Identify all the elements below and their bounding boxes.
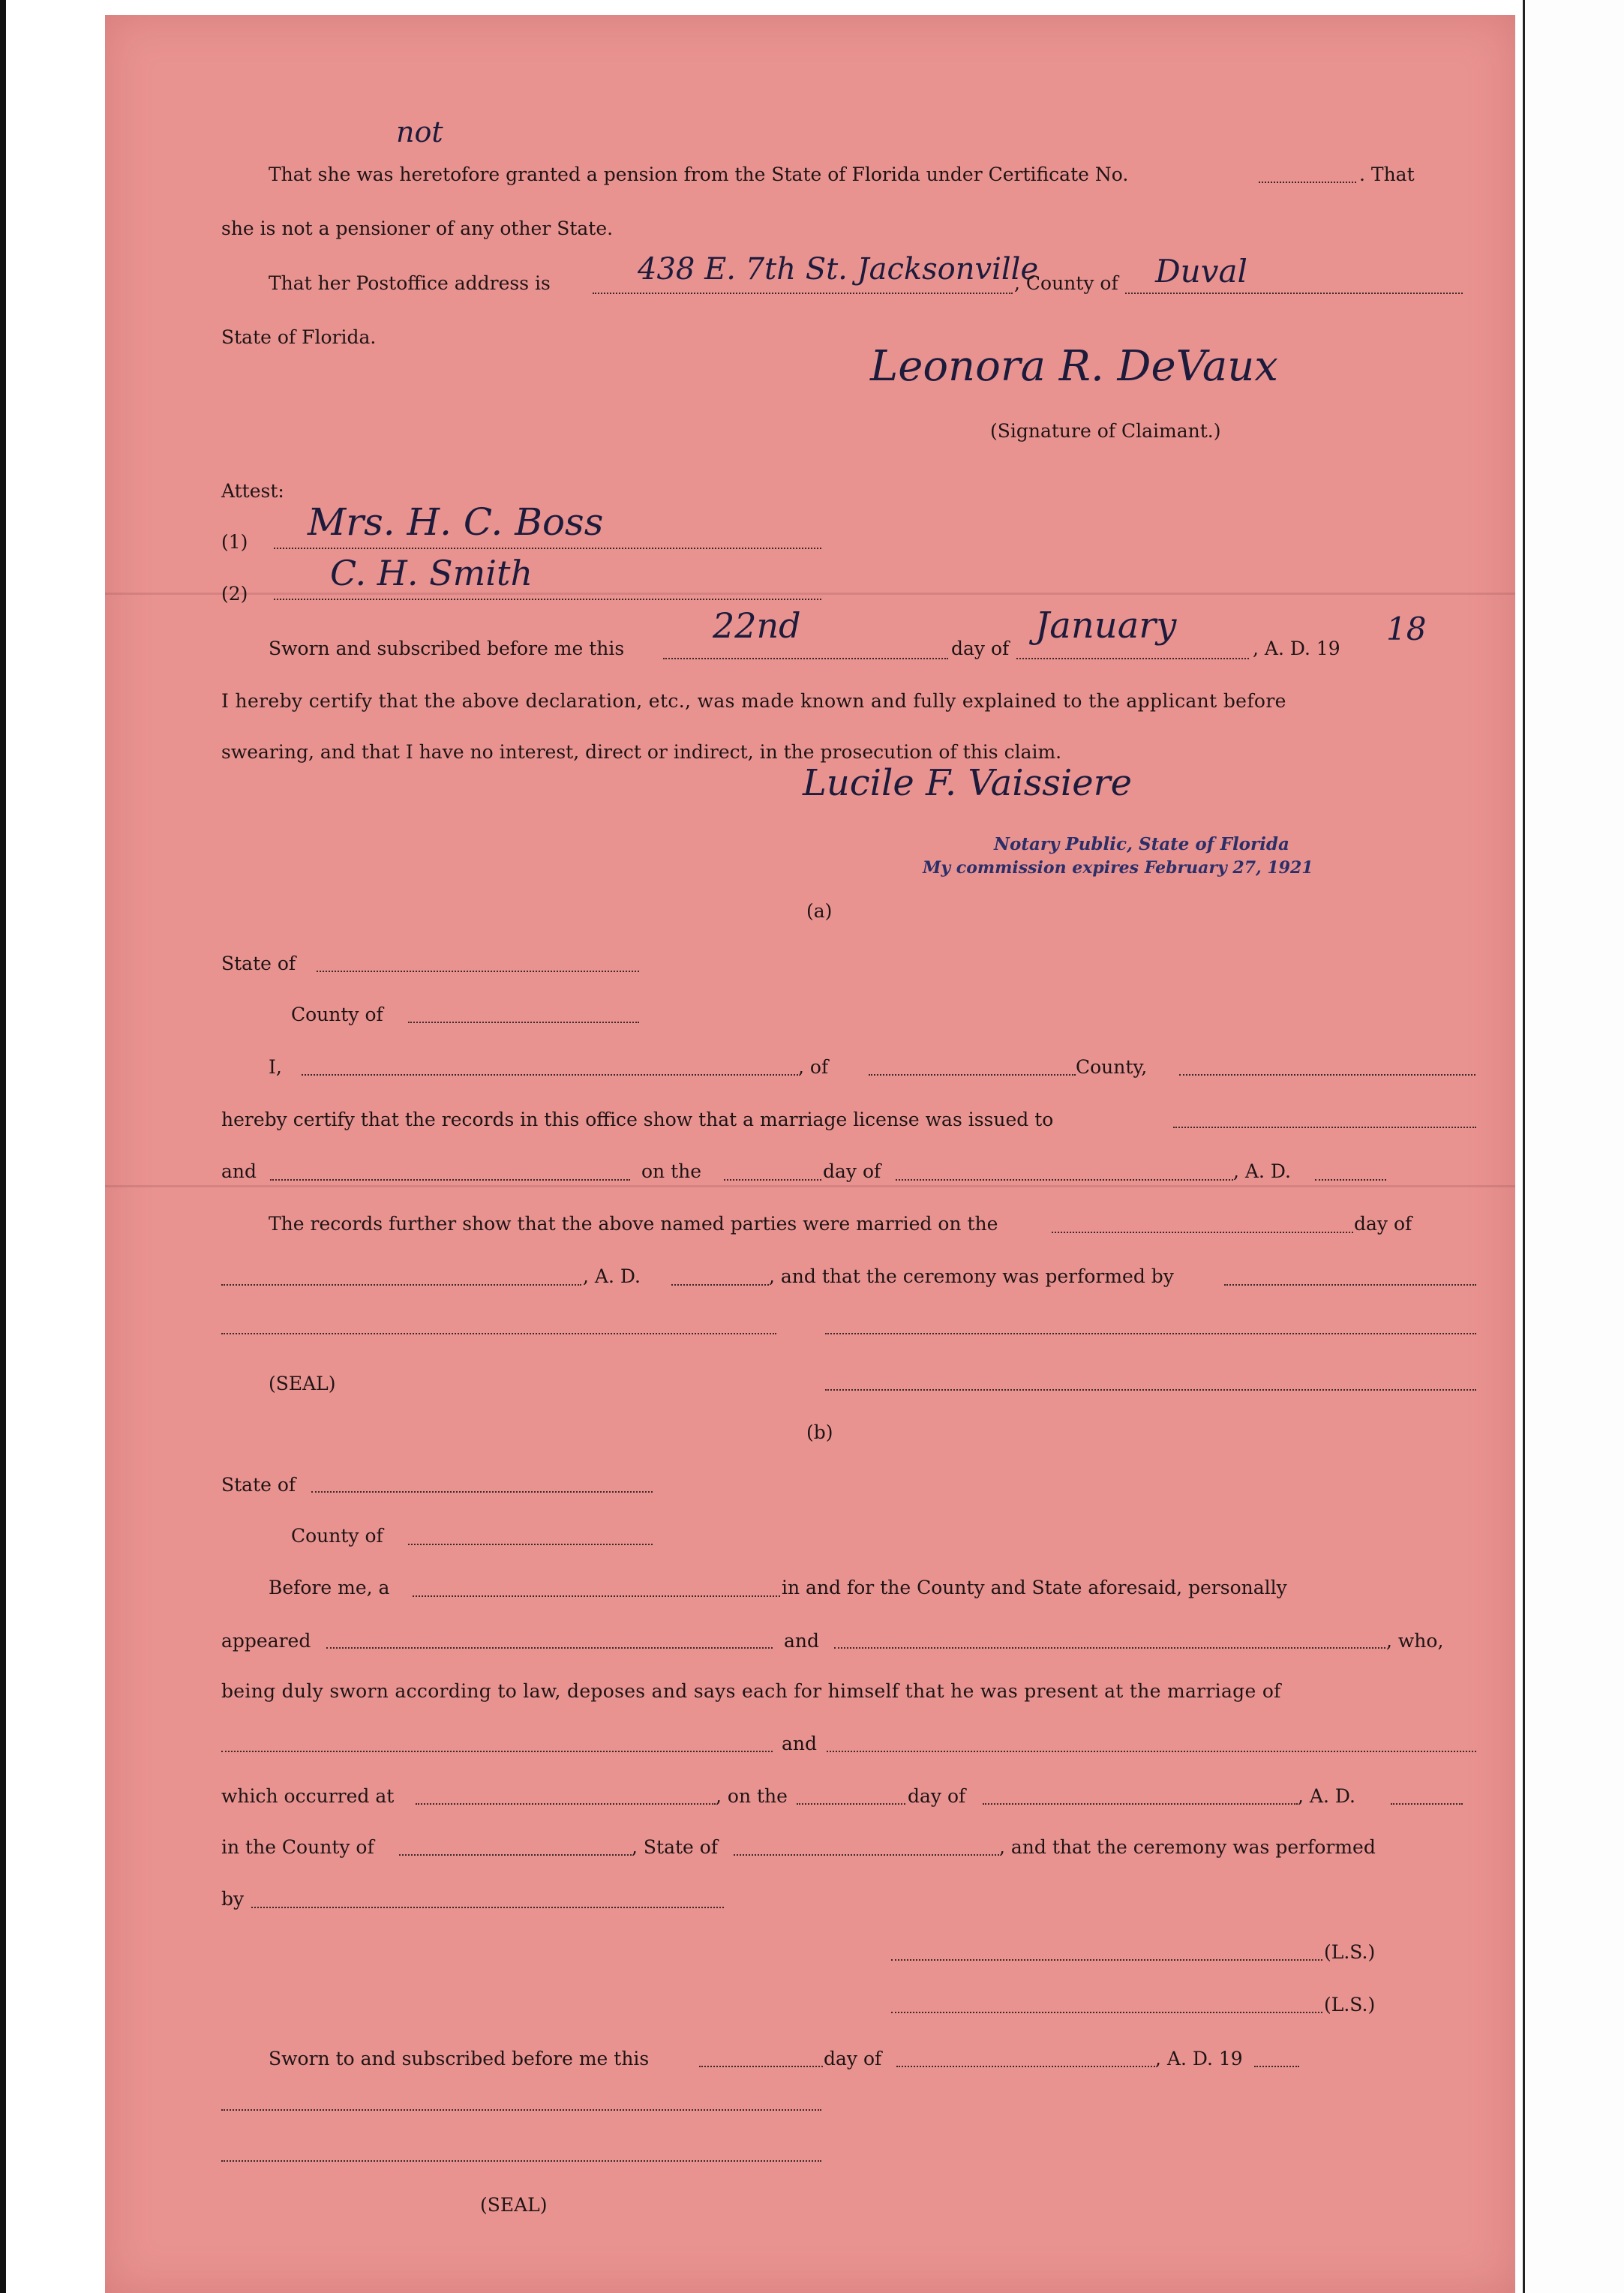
- b-place-blank[interactable]: [416, 1802, 716, 1805]
- county-value: Duval: [1155, 253, 1247, 290]
- b-official-blank-2[interactable]: [221, 2159, 821, 2162]
- b-performed-by-blank[interactable]: [251, 1905, 724, 1908]
- b-officer-blank[interactable]: [413, 1594, 780, 1597]
- declaration-line-1-end: . That: [1359, 164, 1415, 185]
- sworn-day-blank[interactable]: [663, 656, 948, 659]
- paper-fold: [105, 1185, 1515, 1187]
- a-extra-blank-right[interactable]: [825, 1331, 1476, 1334]
- a-ad: , A. D.: [1233, 1160, 1291, 1182]
- b-and: and: [784, 1630, 820, 1652]
- b-state-blank-2[interactable]: [734, 1853, 999, 1856]
- b-in-and-for: in and for the County and State aforesaid, personally: [782, 1577, 1287, 1598]
- a-state-of: State of: [221, 953, 296, 974]
- b-ls-2: (L.S.): [1324, 1994, 1376, 2015]
- b-in-county: in the County of: [221, 1836, 374, 1858]
- a-year-blank[interactable]: [1315, 1178, 1386, 1181]
- sworn-month-value: January: [1035, 605, 1177, 647]
- a-on-the-blank[interactable]: [724, 1178, 821, 1181]
- sworn-month-blank[interactable]: [1016, 656, 1249, 659]
- a-of: , of: [798, 1056, 829, 1078]
- witness-1-blank[interactable]: [274, 546, 821, 549]
- b-being-sworn: being duly sworn according to law, deposes and says each for himself that he was present at the marriage of: [221, 1680, 1281, 1702]
- county-blank[interactable]: [1125, 291, 1463, 294]
- a-ceremony: , and that the ceremony was performed by: [769, 1265, 1174, 1287]
- a-married-on-blank[interactable]: [1052, 1230, 1353, 1233]
- b-sworn-day-of: day of: [824, 2048, 882, 2069]
- a-month-blank-2[interactable]: [221, 1283, 581, 1286]
- a-day-of: day of: [823, 1160, 881, 1182]
- b-sworn: Sworn to and subscribed before me this: [269, 2048, 650, 2069]
- witness-2-number: (2): [221, 583, 248, 605]
- scan-border-right: [1523, 0, 1624, 2293]
- a-county-of: County of: [291, 1004, 383, 1025]
- a-license-to-blank[interactable]: [1173, 1125, 1476, 1128]
- b-day-blank[interactable]: [797, 1802, 905, 1805]
- b-ls-1-blank[interactable]: [891, 1958, 1322, 1961]
- b-who: , who,: [1386, 1630, 1444, 1652]
- a-county: County,: [1076, 1056, 1148, 1078]
- b-official-blank-1[interactable]: [221, 2108, 821, 2111]
- a-official-blank[interactable]: [302, 1073, 798, 1076]
- a-on-the: on the: [641, 1160, 702, 1182]
- a-of-blank[interactable]: [869, 1073, 1076, 1076]
- b-state-blank[interactable]: [311, 1490, 653, 1493]
- b-ad: , A. D.: [1298, 1785, 1355, 1807]
- scan-border-left: [0, 0, 6, 2293]
- notary-stamp-line-2: My commission expires February 27, 1921: [923, 858, 1313, 878]
- certify-line-2: swearing, and that I have no interest, direct or indirect, in the prosecution of this claim.: [221, 741, 1062, 763]
- sworn-text: Sworn and subscribed before me this: [269, 638, 625, 659]
- b-appeared: appeared: [221, 1630, 311, 1652]
- attest-label: Attest:: [221, 480, 284, 502]
- b-sworn-ad: , A. D. 19: [1155, 2048, 1243, 2069]
- sworn-day-of: day of: [951, 638, 1010, 659]
- b-state-of-2: , State of: [632, 1836, 719, 1858]
- b-year-blank[interactable]: [1391, 1802, 1463, 1805]
- county-label: , County of: [1014, 272, 1118, 294]
- b-state-of: State of: [221, 1474, 296, 1496]
- b-county-blank-2[interactable]: [399, 1853, 632, 1856]
- a-county-blank-2[interactable]: [1179, 1073, 1475, 1076]
- b-by: by: [221, 1888, 245, 1910]
- a-seal: (SEAL): [269, 1373, 336, 1394]
- declaration-line-1: That she was heretofore granted a pension from the State of Florida under Certificate No.: [269, 164, 1129, 185]
- inserted-word-not: not: [396, 116, 443, 149]
- witness-1-signature: Mrs. H. C. Boss: [308, 500, 604, 544]
- a-performed-by-blank[interactable]: [1224, 1283, 1476, 1286]
- b-sworn-month-blank[interactable]: [896, 2064, 1155, 2067]
- postoffice-label: That her Postoffice address is: [269, 272, 551, 294]
- state-line: State of Florida.: [221, 326, 377, 348]
- a-county-blank[interactable]: [408, 1020, 639, 1023]
- a-cert-line: hereby certify that the records in this office show that a marriage license was issued to: [221, 1109, 1054, 1130]
- a-and-blank[interactable]: [270, 1178, 630, 1181]
- b-appeared-blank-2[interactable]: [834, 1646, 1385, 1649]
- a-i: I,: [269, 1056, 282, 1078]
- notary-signature: Lucile F. Vaissiere: [803, 762, 1132, 804]
- b-sworn-year-blank[interactable]: [1254, 2064, 1299, 2067]
- witness-2-blank[interactable]: [274, 597, 821, 600]
- a-extra-blank-left[interactable]: [221, 1331, 776, 1334]
- b-county-blank[interactable]: [408, 1542, 653, 1545]
- declaration-line-2: she is not a pensioner of any other State.: [221, 218, 614, 239]
- a-records-line: The records further show that the above named parties were married on the: [269, 1213, 998, 1235]
- a-year-blank-2[interactable]: [671, 1283, 769, 1286]
- b-sworn-day-blank[interactable]: [699, 2064, 823, 2067]
- notary-stamp-line-1: Notary Public, State of Florida: [994, 834, 1289, 854]
- a-month-blank[interactable]: [896, 1178, 1233, 1181]
- witness-1-number: (1): [221, 531, 248, 553]
- signature-caption: (Signature of Claimant.): [990, 420, 1221, 442]
- certificate-number-blank[interactable]: [1259, 180, 1356, 183]
- b-before-me: Before me, a: [269, 1577, 390, 1598]
- b-county-of: County of: [291, 1525, 383, 1547]
- section-b-heading: (b): [806, 1421, 833, 1443]
- b-day-of: day of: [908, 1785, 966, 1807]
- b-ls-1: (L.S.): [1324, 1941, 1376, 1963]
- a-ad-2: , A. D.: [583, 1265, 641, 1287]
- b-month-blank[interactable]: [983, 1802, 1298, 1805]
- claimant-signature: Leonora R. DeVaux: [870, 342, 1278, 391]
- b-party-2-blank[interactable]: [827, 1749, 1476, 1752]
- witness-2-signature: C. H. Smith: [330, 553, 533, 593]
- sworn-day-value: 22nd: [713, 605, 801, 646]
- b-which-occurred: which occurred at: [221, 1785, 395, 1807]
- sworn-year-value: 18: [1386, 611, 1427, 647]
- section-a-heading: (a): [806, 900, 833, 922]
- b-and-2: and: [782, 1733, 818, 1754]
- sworn-ad: , A. D. 19: [1253, 638, 1340, 659]
- a-state-blank[interactable]: [317, 969, 639, 972]
- b-appeared-blank-1[interactable]: [326, 1646, 773, 1649]
- a-signature-blank[interactable]: [825, 1388, 1476, 1391]
- pension-document: [105, 15, 1515, 2293]
- postoffice-blank[interactable]: [593, 291, 1013, 294]
- certify-line-1: I hereby certify that the above declaration, etc., was made known and fully explained to the applicant before: [221, 690, 1286, 712]
- postoffice-value: 438 E. 7th St. Jacksonville: [638, 252, 1039, 287]
- b-ls-2-blank[interactable]: [891, 2010, 1322, 2013]
- a-and: and: [221, 1160, 257, 1182]
- b-seal: (SEAL): [480, 2194, 548, 2216]
- b-party-1-blank[interactable]: [221, 1749, 773, 1752]
- b-on-the: , on the: [716, 1785, 788, 1807]
- paper-fold: [105, 593, 1515, 595]
- b-ceremony: , and that the ceremony was performed: [999, 1836, 1376, 1858]
- a-day-of-end: day of: [1354, 1213, 1412, 1235]
